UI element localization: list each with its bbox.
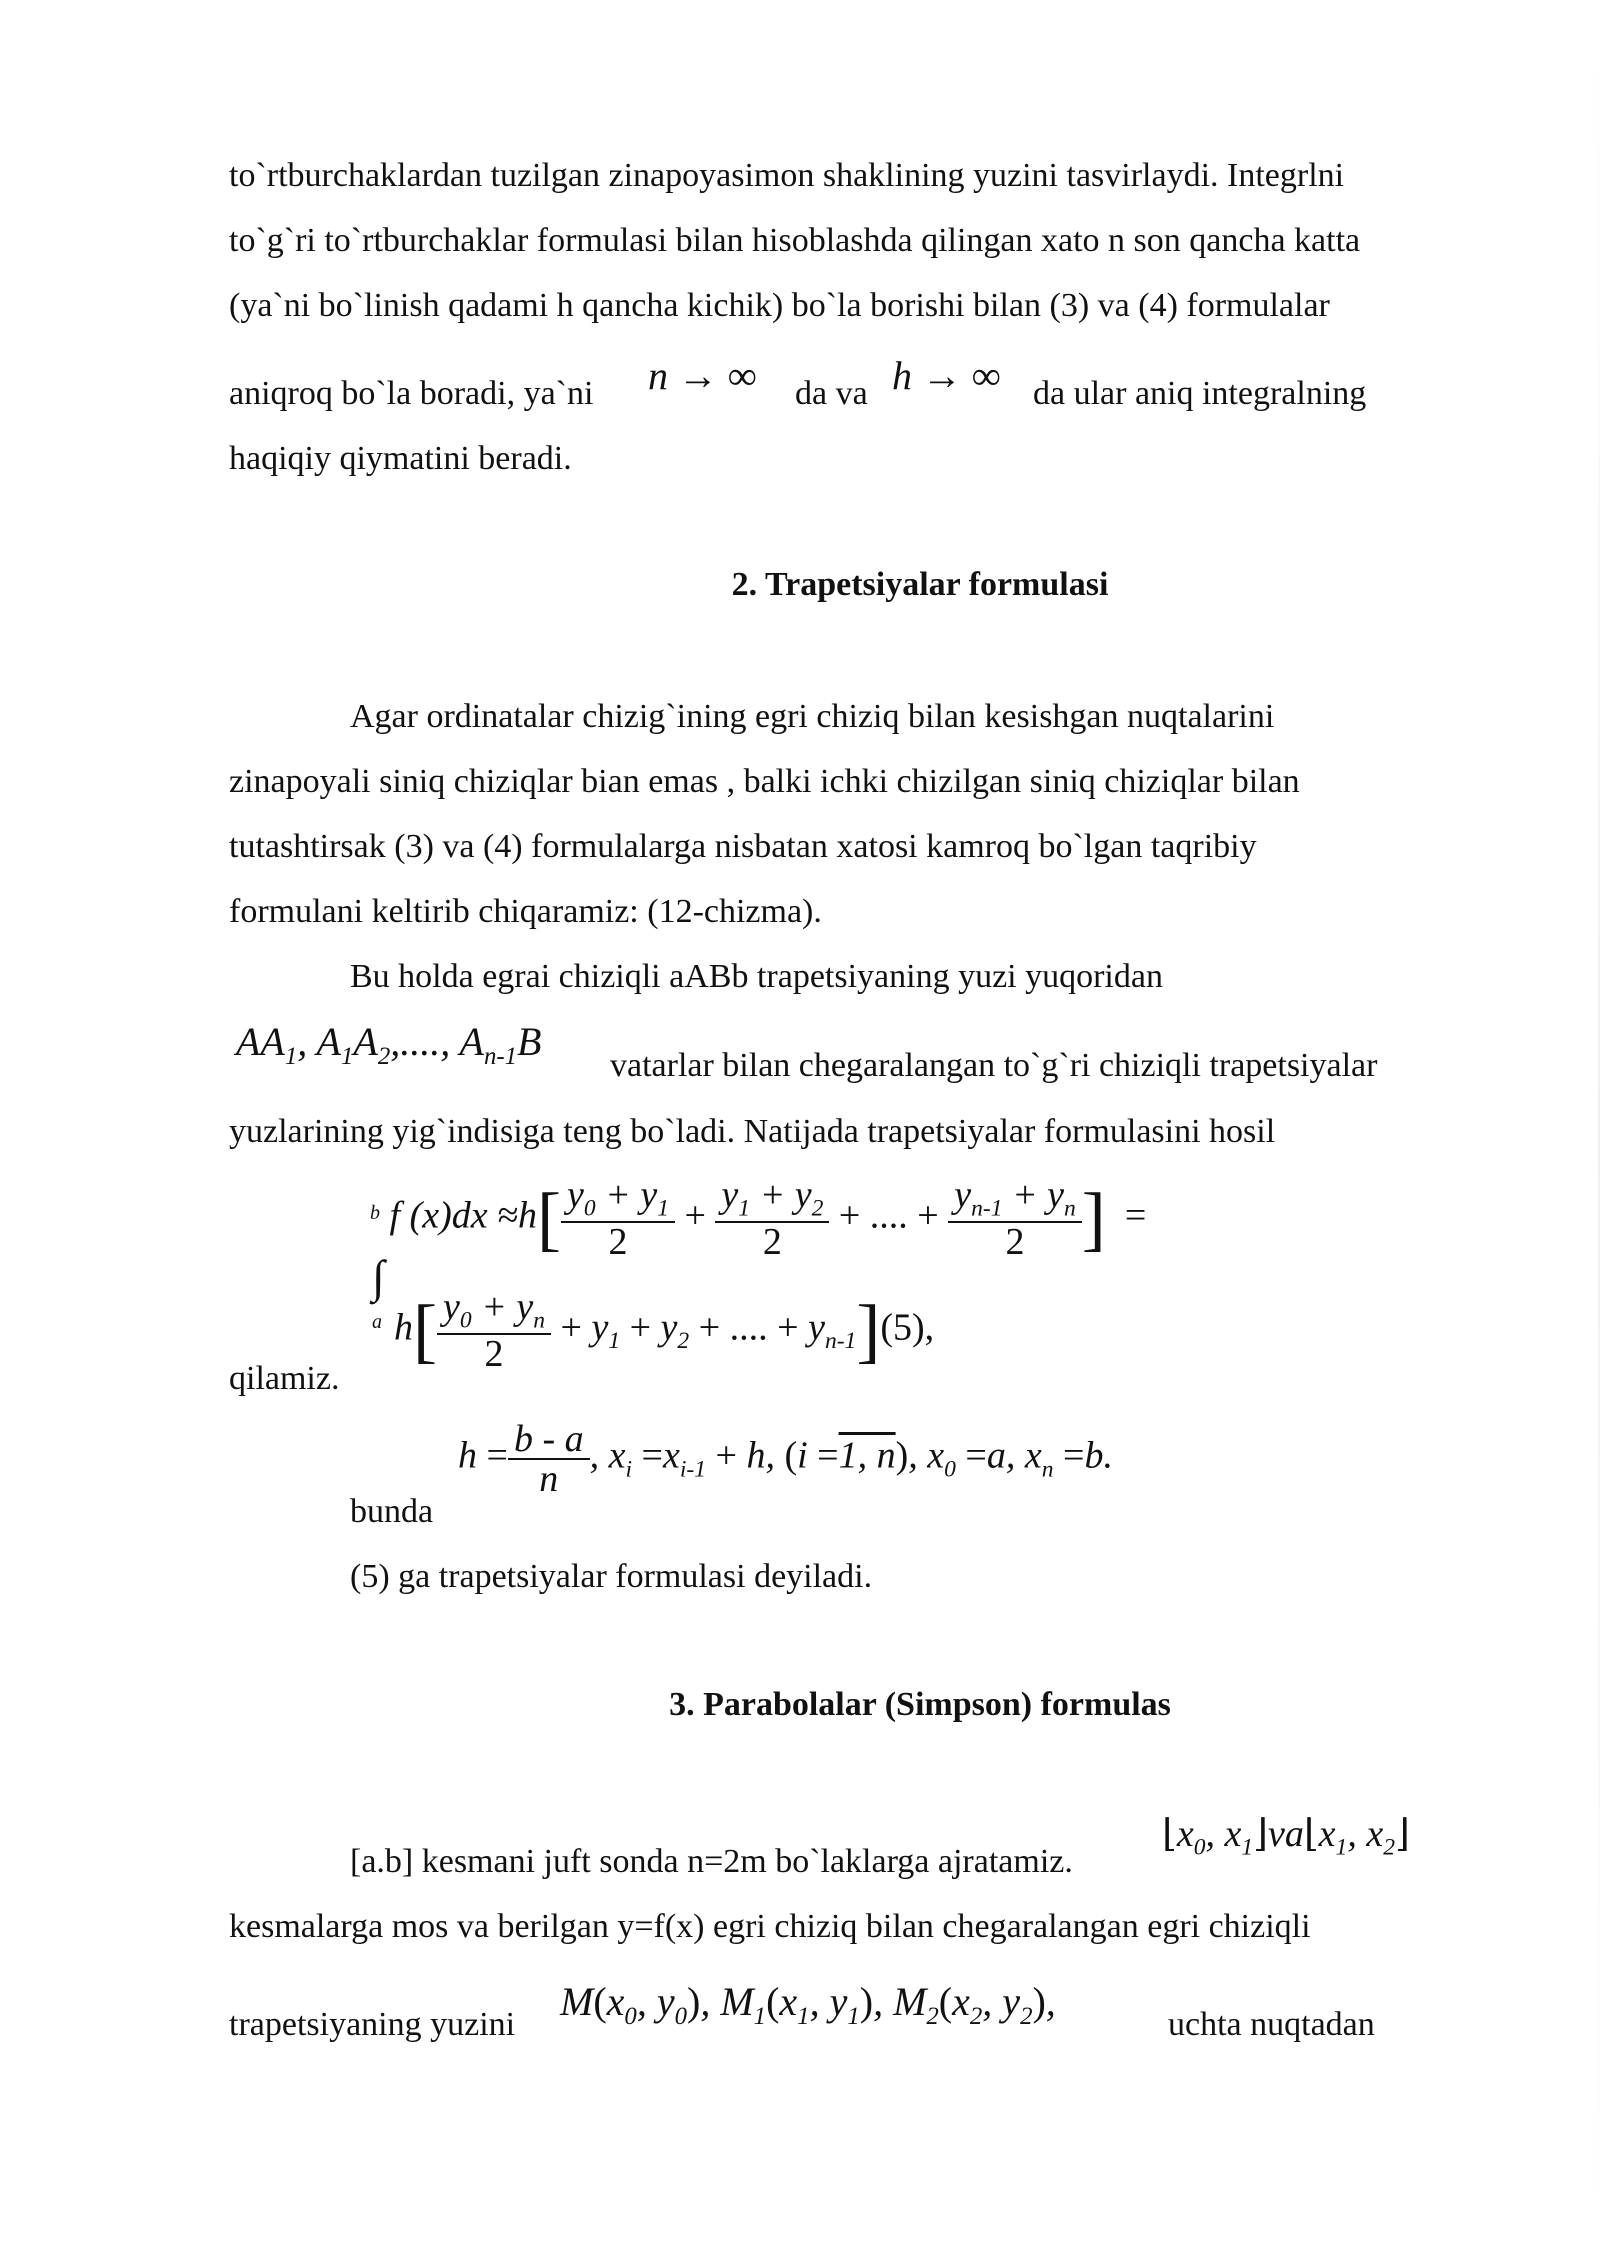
h-to-infinity-formula	[892, 353, 1001, 398]
paragraph-line: trapetsiyaning yuzini	[229, 2006, 516, 2043]
paragraph-line: to`g`ri to`rtburchaklar formulasi bilan hisoblashda qilingan xato n son qancha katta	[229, 222, 1361, 259]
points-formula: $M(x_0$, $y_0$), $M_1(x_1$, $y_1$), $M_2(x_2$, $y_2$),	[560, 1979, 1056, 2030]
n-to-infinity-formula	[648, 353, 757, 398]
h-to-infinity-text: h → ∞	[892, 353, 1001, 398]
paragraph-line: zinapoyali siniq chiziqlar bian emas , balki ichki chizilgan siniq chiziqlar bilan	[229, 763, 1300, 800]
paragraph-line: (ya`ni bo`linish qadami h qancha kichik) bo`la borishi bilan (3) va (4) formulalar	[229, 287, 1330, 324]
integral-lower-limit: a	[372, 1311, 382, 1333]
paragraph-line: yuzlarining yig`indisiga teng bo`ladi. Natijada trapetsiyalar formulasini hosil	[229, 1113, 1276, 1150]
trapezoid-formula-line1: $^b$ f (x)dx ≈h[ $\frac{y_0 + y_1}{2}$ + $\frac{y_1 + y_2}{2}$ + .... + $\frac{y_{n-1} + y_n}{2}$ ] =	[370, 1174, 1147, 1264]
paragraph-line: bunda	[350, 1493, 434, 1530]
paragraph-line: kesmalarga mos va berilgan y=f(x) egri chiziq bilan chegaralangan egri chiziqli	[229, 1908, 1311, 1945]
paragraph-line: da ular aniq integralning	[1033, 375, 1367, 412]
section-heading-trapetsiyalar: 2. Trapetsiyalar formulasi	[731, 566, 1109, 603]
paragraph-line: uchta nuqtadan	[1168, 2006, 1375, 2043]
paragraph-line: haqiqiy qiymatini beradi.	[229, 440, 572, 477]
n-to-infinity-text: n → ∞	[648, 353, 757, 398]
paragraph-line: qilamiz.	[229, 1360, 340, 1397]
paragraph-line: formulani keltirib chiqaramiz: (12-chizma).	[229, 893, 822, 930]
paragraph-line: (5) ga trapetsiyalar formulasi deyiladi.	[350, 1558, 873, 1595]
paragraph-line: aniqroq bo`la boradi, ya`ni	[229, 375, 594, 412]
chords-formula: $AA_1$, $A_1A_2$,...., $A_{n-1}B$	[236, 1019, 542, 1070]
integral-sign: ∫	[372, 1251, 385, 1302]
paragraph-line: Bu holda egrai chiziqli aABb trapetsiyaning yuzi yuqoridan	[350, 958, 1163, 995]
paragraph-line: tutashtirsak (3) va (4) formulalarga nisbatan xatosi kamroq bo`lgan taqribiy	[229, 828, 1257, 865]
segments-formula: $⌊x_0$, $x_1⌋va⌊x_1$, $x_2⌋$	[1162, 1813, 1410, 1861]
trapezoid-formula-line2: h[ $\frac{y_0 + y_n}{2}$ + $y_1 + y_2$ + .... + $y_{n-1}](5)$,	[394, 1286, 935, 1376]
step-definition-formula: h = $\frac{b - a}{n}$ , $x_i =x_{i-1} + h$, (i =1, n), $x_0 =a$, $x_n =b$.	[458, 1418, 1113, 1500]
paragraph-line: [a.b] kesmani juft sonda n=2m bo`laklarga ajratamiz.	[350, 1843, 1073, 1880]
paragraph-line: to`rtburchaklardan tuzilgan zinapoyasimon shaklining yuzini tasvirlaydi. Integrlni	[229, 157, 1345, 194]
paragraph-line: vatarlar bilan chegaralangan to`g`ri chiziqli trapetsiyalar	[610, 1047, 1378, 1084]
paragraph-line: Agar ordinatalar chizig`ining egri chiziq bilan kesishgan nuqtalarini	[350, 698, 1275, 735]
section-heading-simpson: 3. Parabolalar (Simpson) formulas	[669, 1686, 1171, 1723]
paragraph-line: da va	[795, 375, 868, 412]
